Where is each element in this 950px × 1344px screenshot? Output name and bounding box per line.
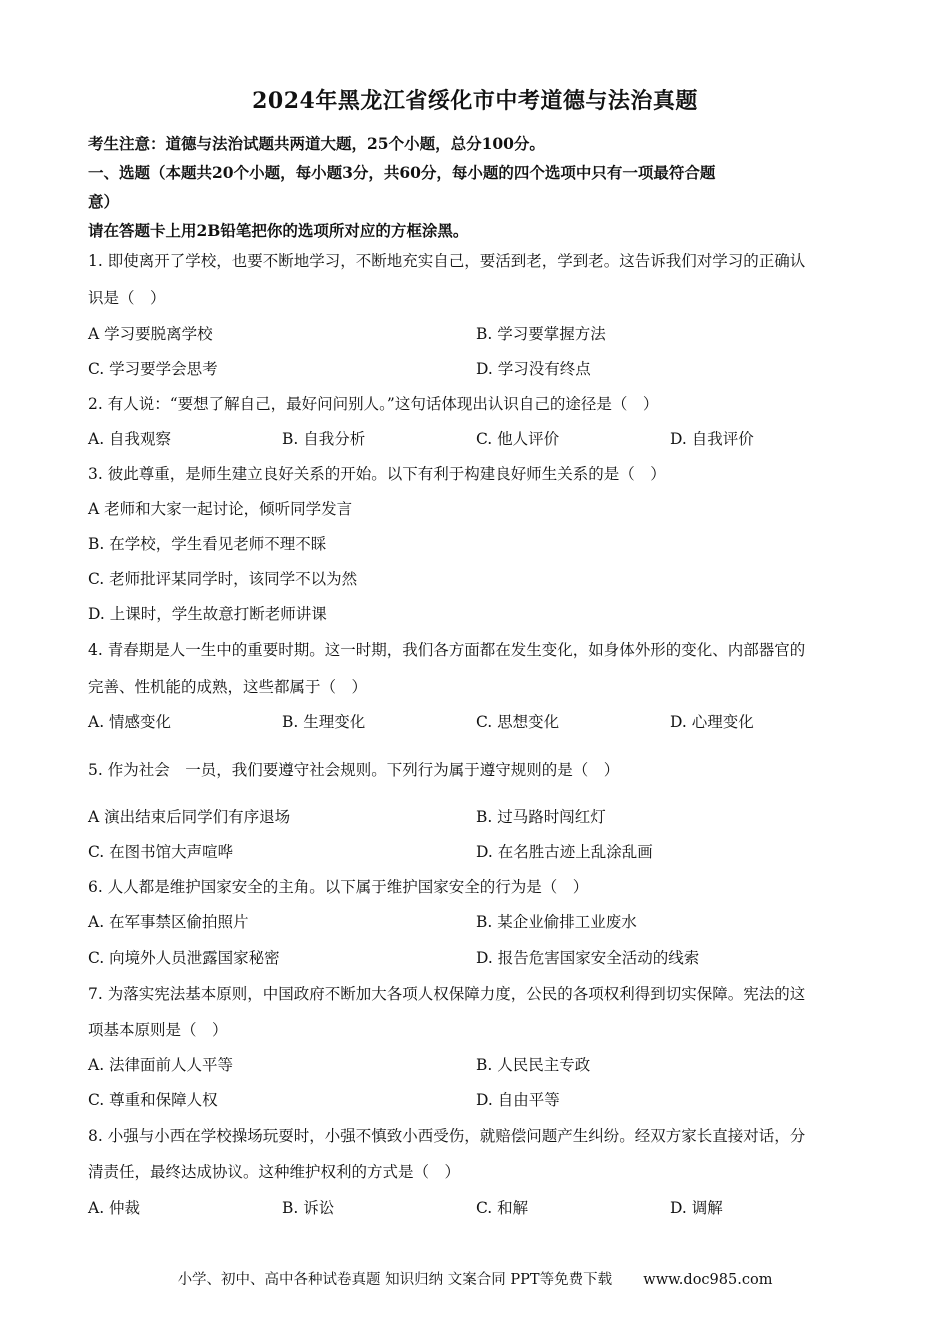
question-2-option-a: A. 自我观察 xyxy=(88,430,172,448)
question-3-option-d: D. 上课时，学生故意打断老师讲课 xyxy=(88,605,327,623)
question-7-option-a: A. 法律面前人人平等 xyxy=(88,1056,234,1074)
question-6-option-d: D. 报告危害国家安全活动的线索 xyxy=(476,949,700,967)
question-2-option-b: B. 自我分析 xyxy=(282,430,366,448)
question-6-option-b: B. 某企业偷排工业废水 xyxy=(476,913,637,931)
section-heading-continued: 意） xyxy=(88,192,120,211)
page-title: 2024年黑龙江省绥化市中考道德与法治真题 xyxy=(252,88,698,114)
question-7-option-b: B. 人民民主专政 xyxy=(476,1056,591,1074)
question-8-stem: 8. 小强与小西在学校操场玩耍时，小强不慎致小西受伤，就赔偿问题产生纠纷。经双方家长直接对话，分 xyxy=(88,1127,806,1145)
question-8-option-a: A. 仲裁 xyxy=(88,1199,141,1217)
question-8-option-d: D. 调解 xyxy=(670,1199,723,1217)
question-5-option-a: A 演出结束后同学们有序退场 xyxy=(88,808,291,826)
page-footer xyxy=(0,1268,950,1289)
question-4-option-d: D. 心理变化 xyxy=(670,713,754,731)
footer-text: 小学、初中、高中各种试卷真题 知识归纳 文案合同 PPT等免费下载 xyxy=(177,1272,613,1288)
question-5-option-b: B. 过马路时闯红灯 xyxy=(476,808,606,826)
question-3-option-a: A 老师和大家一起讨论，倾听同学发言 xyxy=(88,500,353,518)
question-1-option-a: A 学习要脱离学校 xyxy=(88,325,213,343)
question-2-stem: 2. 有人说：“要想了解自己，最好问问别人。”这句话体现出认识自己的途径是（ ） xyxy=(88,395,659,413)
question-7-option-d: D. 自由平等 xyxy=(476,1091,560,1109)
question-3-stem: 3. 彼此尊重，是师生建立良好关系的开始。以下有利于构建良好师生关系的是（ ） xyxy=(88,465,666,483)
question-4-option-c: C. 思想变化 xyxy=(476,713,560,731)
question-6-option-c: C. 向境外人员泄露国家秘密 xyxy=(88,949,280,967)
question-8-option-b: B. 诉讼 xyxy=(282,1199,335,1217)
question-4-option-a: A. 情感变化 xyxy=(88,713,172,731)
question-2-option-d: D. 自我评价 xyxy=(670,430,754,448)
question-1-stem: 1. 即使离开了学校，也要不断地学习，不断地充实自己，要活到老，学到老。这告诉我们对学习的正确认 xyxy=(88,252,806,270)
question-3-option-c: C. 老师批评某同学时，该同学不以为然 xyxy=(88,570,358,588)
question-5-stem: 5. 作为社会 一员，我们要遵守社会规则。下列行为属于遵守规则的是（ ） xyxy=(88,761,620,779)
answer-instruction: 请在答题卡上用2B铅笔把你的选项所对应的方框涂黑。 xyxy=(88,221,469,240)
question-4-stem-continued: 完善、性机能的成熟，这些都属于（ ） xyxy=(88,678,368,696)
question-4-option-b: B. 生理变化 xyxy=(282,713,366,731)
question-3-option-b: B. 在学校，学生看见老师不理不睬 xyxy=(88,535,327,553)
question-8-option-c: C. 和解 xyxy=(476,1199,529,1217)
question-6-option-a: A. 在军事禁区偷拍照片 xyxy=(88,913,249,931)
question-1-option-c: C. 学习要学会思考 xyxy=(88,360,218,378)
question-4-stem: 4. 青春期是人一生中的重要时期。这一时期，我们各方面都在发生变化，如身体外形的变化、内部器官的 xyxy=(88,641,806,659)
question-7-stem-continued: 项基本原则是（ ） xyxy=(88,1021,228,1039)
exam-notice: 考生注意：道德与法治试题共两道大题，25个小题，总分100分。 xyxy=(88,134,545,153)
question-2-option-c: C. 他人评价 xyxy=(476,430,560,448)
question-1-option-d: D. 学习没有终点 xyxy=(476,360,591,378)
question-6-stem: 6. 人人都是维护国家安全的主角。以下属于维护国家安全的行为是（ ） xyxy=(88,878,589,896)
question-5-option-c: C. 在图书馆大声喧哗 xyxy=(88,843,234,861)
question-5-option-d: D. 在名胜古迹上乱涂乱画 xyxy=(476,843,653,861)
footer-link[interactable]: www.doc985.com xyxy=(643,1272,773,1288)
question-1-stem-continued: 识是（ ） xyxy=(88,289,166,307)
section-heading: 一、选题（本题共20个小题，每小题3分，共60分，每小题的四个选项中只有一项最符合题 xyxy=(88,163,716,182)
question-1-option-b: B. 学习要掌握方法 xyxy=(476,325,606,343)
question-7-stem: 7. 为落实宪法基本原则，中国政府不断加大各项人权保障力度，公民的各项权利得到切实保障。宪法的这 xyxy=(88,985,806,1003)
question-8-stem-continued: 清责任，最终达成协议。这种维护权利的方式是（ ） xyxy=(88,1163,461,1181)
question-7-option-c: C. 尊重和保障人权 xyxy=(88,1091,218,1109)
